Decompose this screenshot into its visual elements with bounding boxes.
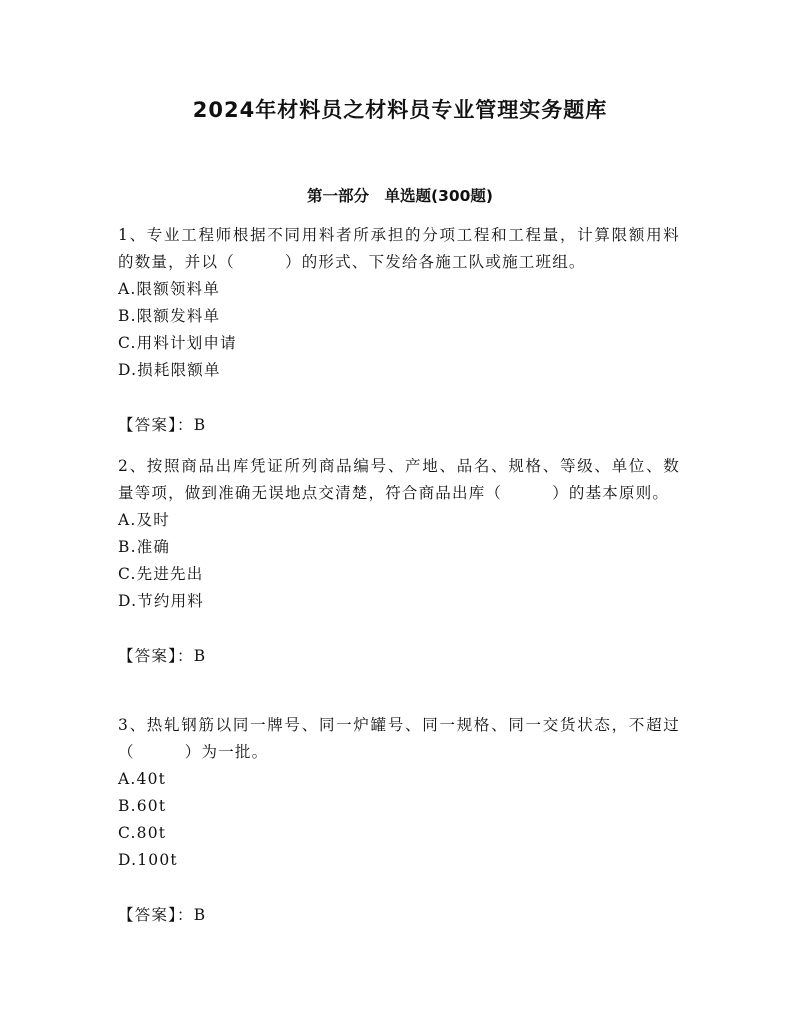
question-stem: 2、按照商品出库凭证所列商品编号、产地、品名、规格、等级、单位、数量等项，做到准确无误地点交清楚，符合商品出库（ ）的基本原则。 [118,457,680,502]
section-title: 第一部分 单选题(300题) [306,187,494,205]
question-2 [118,453,680,670]
option-d: D.节约用料 [118,592,205,610]
question-1 [118,222,680,439]
document-title: 2024年材料员之材料员专业管理实务题库 [192,98,608,122]
option-c: C.先进先出 [118,565,204,583]
answer-line: 【答案】：B [118,416,207,434]
option-b: B.限额发料单 [118,307,221,325]
option-d: D.100t [118,851,178,869]
option-b: B.准确 [118,538,171,556]
option-a: A.及时 [118,511,170,529]
option-a: A.40t [118,770,167,788]
question-stem: 3、热轧钢筋以同一牌号、同一炉罐号、同一规格、同一交货状态，不超过（ ）为一批。 [118,716,680,761]
option-d: D.损耗限额单 [118,361,221,379]
answer-line: 【答案】：B [118,906,207,924]
answer-line: 【答案】：B [118,647,207,665]
question-3 [118,712,680,929]
question-stem: 1、专业工程师根据不同用料者所承担的分项工程和工程量，计算限额用料的数量，并以（ ）的形式、下发给各施工队或施工班组。 [118,226,680,271]
option-b: B.60t [118,797,167,815]
option-a: A.限额领料单 [118,280,221,298]
option-c: C.80t [118,824,167,842]
option-c: C.用料计划申请 [118,334,237,352]
